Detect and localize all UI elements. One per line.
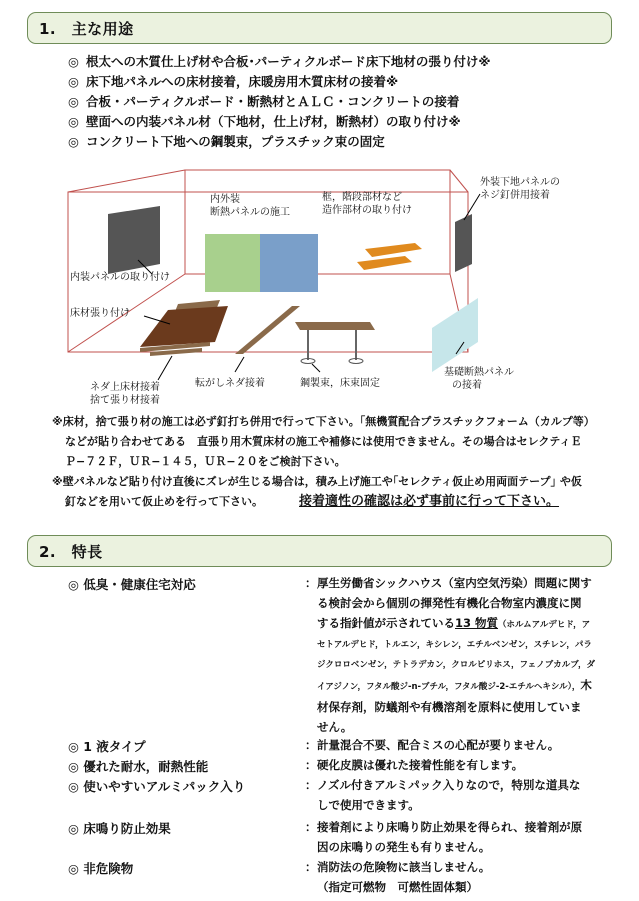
- section-title: 1. 主な用途: [39, 20, 134, 38]
- uses-list: [68, 52, 491, 152]
- label-insulation-2: 断熱パネルの施工: [210, 207, 290, 218]
- feature-description: ： 接着剤により床鳴り防止効果を得られ、接着剤が原 因の床鳴りの発生も有りません。: [305, 820, 583, 854]
- label-joist-2: 捨て張り材接着: [90, 395, 160, 406]
- note-line: 釘などを用いて仮止めを行って下さい。 接着適性の確認は必ず事前に行って下さい。: [65, 494, 560, 509]
- label-joist-1: ネダ上床材接着: [90, 382, 160, 393]
- label-frame-1: 框，階段部材など: [322, 192, 402, 203]
- section-header-features: [27, 535, 612, 567]
- note-line: Ｐ−７２Ｆ，ＵＲ−１４５，ＵＲ−２０をご検討下さい。: [65, 455, 346, 468]
- feature-description: ： 厚生労働省シックハウス（室内空気汚染）問題に関す る検討会から個別の揮発性有機化合物室内濃度に関 する指針値が示されている13 物質（ホルムアルデヒド，ア セトアルデヒド，トルエン，キシレン，エチルベンゼン，スチレン，パラ ジクロロベンゼン，テトラデカン，クロルピリホス，フェノブカルブ，ダ イアジノン，フタル酸ジ-n-ブチル，フタル酸ジ-2-エチルヘキシル），木 材保存剤，防蟻剤や有機溶剤を原料に使用していま せん。: [305, 576, 596, 734]
- section-title: 2. 特長: [39, 543, 103, 561]
- feature-name: ◎ 低臭・健康住宅対応: [68, 577, 196, 592]
- list-item: ◎ 床下地パネルへの床材接着，床暖房用木質床材の接着※: [68, 74, 399, 89]
- list-item: ◎ 壁面への内装パネル材（下地材，仕上げ材，断熱材）の取り付け※: [68, 114, 461, 129]
- exterior-panel-shape: [455, 214, 472, 272]
- feature-name: ◎ 床鳴り防止効果: [68, 821, 171, 836]
- list-item: ◎ 合板・パーティクルボード・断熱材とＡＬＣ・コンクリートの接着: [68, 94, 460, 109]
- label-ext-panel-1: 外装下地パネルの: [480, 177, 560, 188]
- floor-wood: [140, 306, 228, 347]
- emphasis-note: 接着適性の確認は必ず事前に行って下さい。: [299, 494, 560, 509]
- application-diagram: [60, 162, 630, 410]
- notes-block: [52, 412, 622, 512]
- label-base-panel-2: の接着: [452, 380, 482, 391]
- feature-name: ◎ 1 液タイプ: [68, 739, 146, 754]
- insulation-panel-green: [205, 234, 260, 292]
- feature-description: ： 計量混合不要、配合ミスの心配が要りません。: [305, 738, 560, 752]
- feature-name: ◎ 使いやすいアルミパック入り: [68, 779, 246, 794]
- frame-board-upper: [365, 243, 422, 257]
- note-line: ※床材，捨て張り材の施工は必ず釘打ち併用で行って下さい。｢無機質配合プラスチックフォーム（カルプ等）: [52, 415, 595, 428]
- label-interior-panel: 内装パネルの取り付け: [70, 272, 170, 283]
- insulation-panel-blue: [260, 234, 318, 292]
- label-ext-panel-2: ネジ釘併用接着: [480, 190, 550, 201]
- note-line: などが貼り合わせてある 直張り用木質床材の施工や補修には使用できません。その場合はセレクティＥ: [65, 435, 582, 448]
- label-post: 鋼製束，床束固定: [300, 378, 380, 389]
- label-frame-2: 造作部材の取り付け: [322, 205, 412, 216]
- frame-board-lower: [357, 256, 412, 270]
- label-floor-apply: 床材張り付け: [70, 308, 130, 319]
- feature-description: ： 消防法の危険物に該当しません。 （指定可燃物 可燃性固体類）: [305, 860, 491, 894]
- label-insulation-1: 内外装: [210, 194, 240, 205]
- feature-name: ◎ 非危険物: [68, 861, 134, 876]
- interior-panel-shape: [108, 206, 160, 274]
- sleeper-joist: [235, 306, 300, 354]
- note-line: ※壁パネルなど貼り付け直後にズレが生じる場合は，積み上げ施工や｢セレクティ仮止め用両面テープ｣ や仮: [52, 475, 582, 488]
- list-item: ◎ 根太への木質仕上げ材や合板･パーティクルボード床下地材の張り付け※: [68, 54, 491, 69]
- feature-name: ◎ 優れた耐水，耐熱性能: [68, 759, 209, 774]
- feature-description: ： 硬化皮膜は優れた接着性能を有します。: [305, 758, 524, 772]
- section-header-uses: [27, 12, 612, 44]
- base-panel-shape: [432, 298, 478, 372]
- post-beam: [295, 322, 375, 330]
- label-base-panel-1: 基礎断熱パネル: [444, 367, 514, 378]
- list-item: ◎ コンクリート下地への鋼製束，プラスチック束の固定: [68, 134, 385, 149]
- feature-description: ： ノズル付きアルミパック入りなので，特別な道具な しで使用できます。: [305, 778, 581, 812]
- label-sleeper: 転がしネダ接着: [195, 378, 265, 389]
